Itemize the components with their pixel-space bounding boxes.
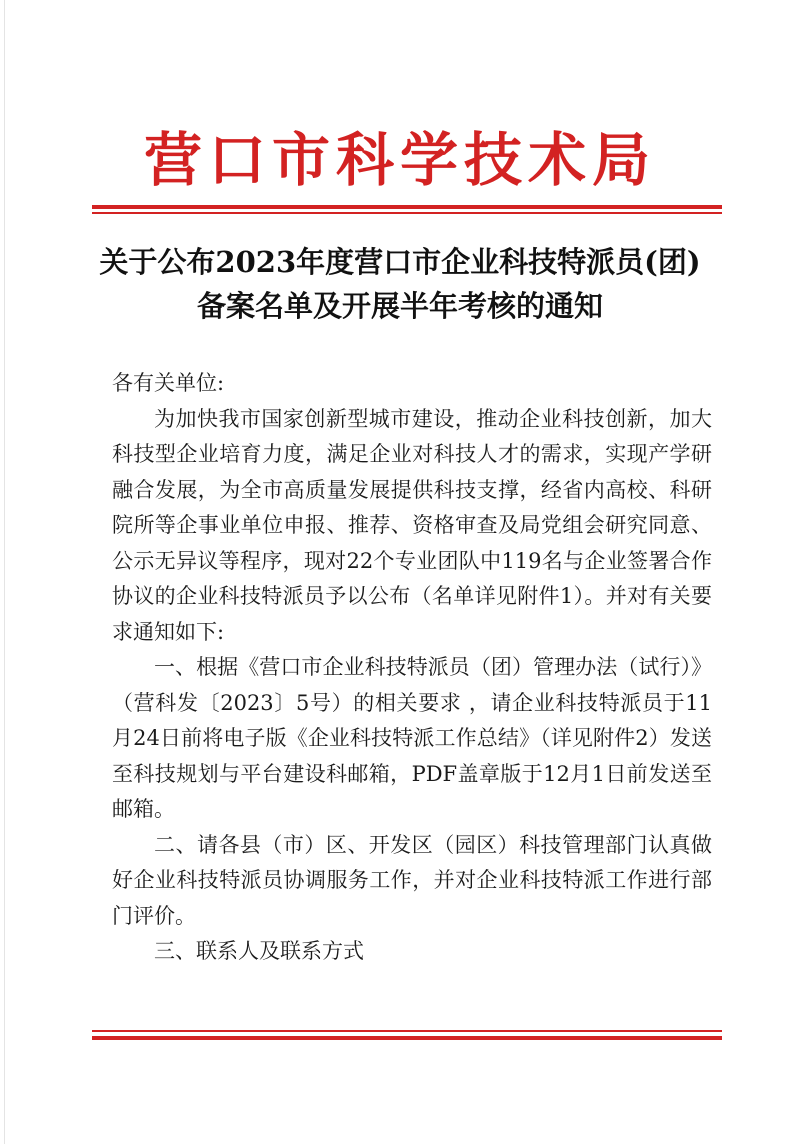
requirement-item-1: 一、根据《营口市企业科技特派员（团）管理办法（试行）》（营科发〔2023〕5号）的相关要求 ，请企业科技特派员于11月24日前将电子版《企业科技特派工作总结》（详见附件2）发送至科技规划与平台建设科邮箱，PDF盖章版于12月1日前发送至邮箱。 [112,655,712,821]
document-title-line-1: 关于公布2023年度营口市企业科技特派员(团) [99,245,701,279]
letterhead-rule-thick [92,205,722,209]
salutation: 各有关单位: [112,371,225,395]
requirement-item-3: 三、联系人及联系方式 [154,939,364,963]
document-body [112,366,712,970]
footer-rule-thick [92,1036,722,1040]
requirement-item-2: 二、请各县（市）区、开发区（园区）科技管理部门认真做好企业科技特派员协调服务工作，并对企业科技特派工作进行部门评价。 [112,832,712,928]
letterhead-rule-thin [92,212,722,214]
document-title-line-2: 备案名单及开展半年考核的通知 [196,289,603,323]
intro-paragraph: 为加快我市国家创新型城市建设，推动企业科技创新，加大科技型企业培育力度，满足企业对科技人才的需求，实现产学研融合发展，为全市高质量发展提供科技支撑，经省内高校、科研院所等企事业单位申报、推荐、资格审查及局党组会研究同意、公示无异议等程序，现对22个专业团队中119名与企业签署合作协议的企业科技特派员予以公布（名单详见附件1）。并对有关要求通知如下: [112,406,712,644]
footer-rule-thin [92,1030,722,1032]
letterhead-agency-name: 营口市科学技术局 [143,126,656,194]
